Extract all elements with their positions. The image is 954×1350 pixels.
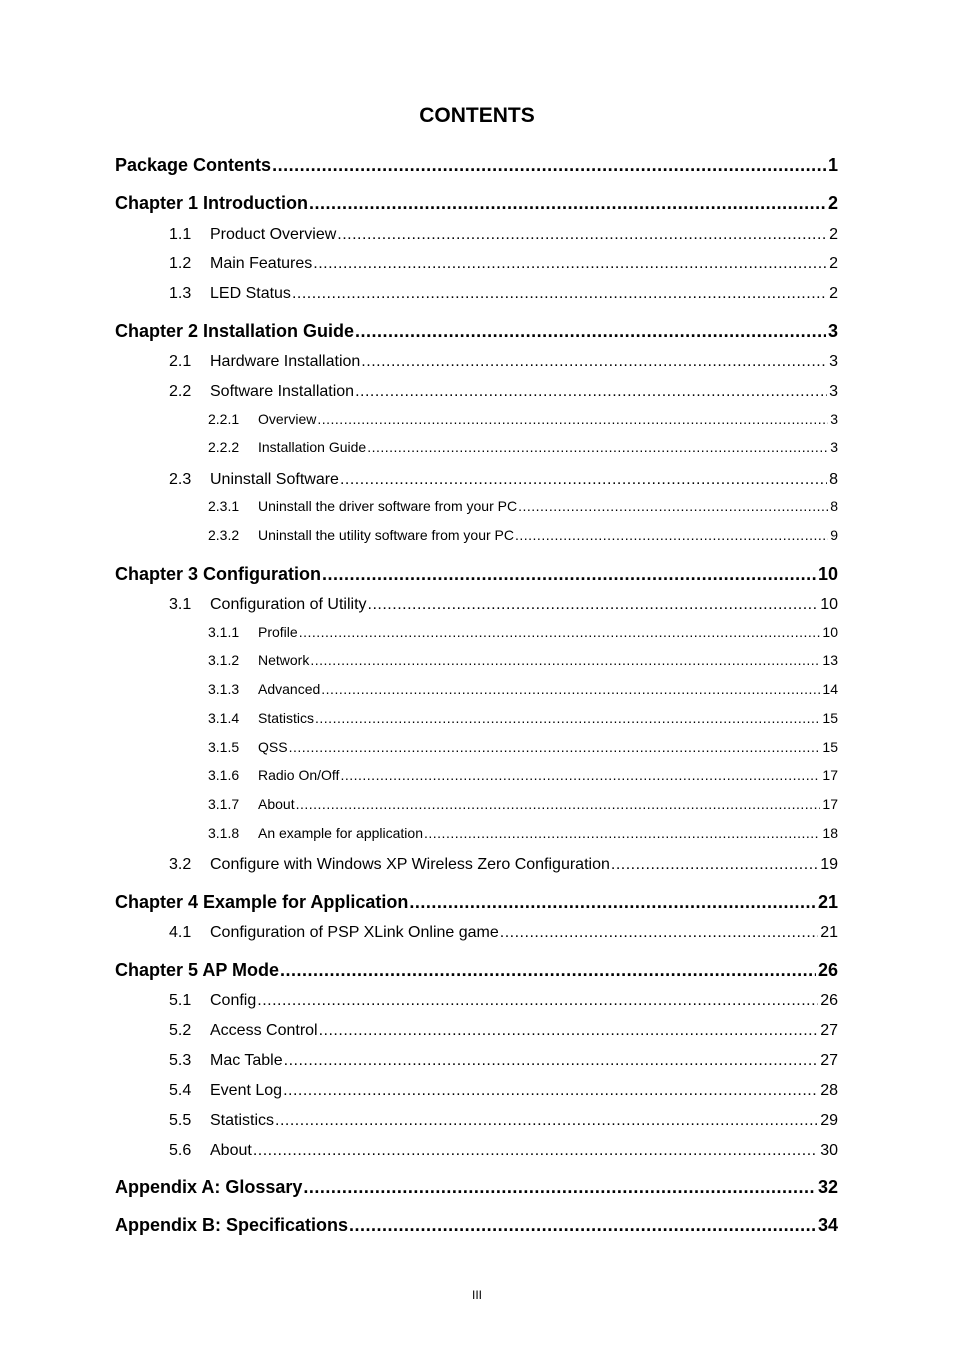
toc-leader-dots: [515, 525, 828, 545]
toc-entry-label: Chapter 3 Configuration: [115, 564, 321, 584]
toc-page-number: 30: [820, 1142, 838, 1159]
toc-leader-dots: [355, 319, 826, 343]
toc-entry-label: LED Status: [210, 285, 291, 302]
toc-page-number: 21: [817, 892, 838, 912]
toc-section-number: 4.1: [169, 924, 192, 941]
toc-section-number: 3.1.2: [208, 652, 240, 668]
toc-entry-5-2[interactable]: [169, 1020, 838, 1042]
toc-entry-3-1-6[interactable]: [208, 765, 838, 785]
toc-page-number: 2: [829, 255, 838, 272]
toc-leader-dots: [340, 469, 827, 491]
toc-entry-chapter-4[interactable]: [115, 890, 838, 914]
toc-entry-5-5[interactable]: [169, 1110, 838, 1132]
toc-entry-label: QSS: [258, 739, 288, 755]
toc-section-number: 2.2.2: [208, 439, 240, 455]
toc-leader-dots: [518, 496, 828, 516]
toc-section-number: 2.2.1: [208, 411, 240, 427]
toc-page-number: 27: [820, 1052, 838, 1069]
toc-section-number: 5.4: [169, 1082, 192, 1099]
toc-page-number: 1: [827, 155, 838, 175]
toc-leader-dots: [310, 650, 820, 670]
toc-page-number: 3: [829, 383, 838, 400]
toc-entry-label: Uninstall the utility software from your PC: [258, 527, 514, 543]
toc-section-number: 5.2: [169, 1022, 192, 1039]
toc-entry-label: Uninstall Software: [210, 471, 339, 488]
toc-section-number: 3.1.8: [208, 825, 240, 841]
toc-entry-label: Configure with Windows XP Wireless Zero Configuration: [210, 856, 610, 873]
toc-section-number: 3.2: [169, 856, 192, 873]
toc-entry-package-contents[interactable]: [115, 153, 838, 177]
toc-page-number: 32: [817, 1177, 838, 1197]
toc-leader-dots: [322, 562, 816, 586]
toc-section-number: 3.1.1: [208, 624, 240, 640]
toc-leader-dots: [355, 381, 827, 403]
toc-entry-2-1[interactable]: [169, 351, 838, 373]
toc-leader-dots: [275, 1110, 818, 1132]
toc-leader-dots: [283, 1080, 818, 1102]
toc-section-number: 5.1: [169, 992, 192, 1009]
toc-page-number: 2: [829, 285, 838, 302]
toc-leader-dots: [289, 737, 821, 757]
toc-section-number: 2.3.1: [208, 498, 240, 514]
toc-entry-label: Profile: [258, 624, 298, 640]
toc-section-number: 2.3.2: [208, 527, 240, 543]
toc-entry-label: Installation Guide: [258, 439, 367, 455]
toc-leader-dots: [367, 437, 828, 457]
toc-leader-dots: [500, 922, 818, 944]
toc-entry-2-2[interactable]: [169, 381, 838, 403]
toc-entry-3-1-4[interactable]: [208, 708, 838, 728]
toc-section-number: 1.1: [169, 226, 192, 243]
toc-entry-label: Configuration of Utility: [210, 596, 367, 613]
toc-section-number: 5.6: [169, 1142, 192, 1159]
toc-entry-label: Hardware Installation: [210, 353, 361, 370]
toc-entry-label: Radio On/Off: [258, 767, 340, 783]
toc-entry-label: Network: [258, 652, 310, 668]
toc-entry-2-3[interactable]: [169, 469, 838, 491]
toc-entry-1-1[interactable]: [169, 224, 838, 246]
toc-page-number: 15: [822, 739, 838, 755]
toc-page-number: 28: [820, 1082, 838, 1099]
toc-leader-dots: [361, 351, 827, 373]
toc-section-number: 3.1.3: [208, 681, 240, 697]
toc-page-number: 19: [820, 856, 838, 873]
toc-leader-dots: [319, 1020, 819, 1042]
toc-entry-label: Event Log: [210, 1082, 283, 1099]
page-title: CONTENTS: [419, 104, 535, 127]
toc-leader-dots: [272, 153, 826, 177]
toc-leader-dots: [337, 224, 827, 246]
toc-entry-chapter-3[interactable]: [115, 562, 838, 586]
toc-entry-3-1-3[interactable]: [208, 679, 838, 699]
toc-entry-2-3-1[interactable]: [208, 496, 838, 516]
toc-entry-3-2[interactable]: [169, 854, 838, 876]
toc-entry-2-2-1[interactable]: [208, 409, 838, 429]
toc-entry-label: Chapter 1 Introduction: [115, 193, 308, 213]
toc-entry-label: An example for application: [258, 825, 423, 841]
toc-page-number: 10: [817, 564, 838, 584]
toc-page-number: 27: [820, 1022, 838, 1039]
toc-entry-label: Statistics: [258, 710, 315, 726]
toc-entry-label: Appendix B: Specifications: [115, 1215, 349, 1235]
toc-leader-dots: [321, 679, 820, 699]
toc-leader-dots: [317, 409, 828, 429]
toc-page-number: 3: [830, 439, 838, 455]
toc-leader-dots: [284, 1050, 819, 1072]
toc-page-number: 17: [822, 796, 838, 812]
toc-leader-dots: [303, 1175, 816, 1199]
toc-entry-chapter-5[interactable]: [115, 958, 838, 982]
toc-page-number: 18: [822, 825, 838, 841]
toc-section-number: 3.1.5: [208, 739, 240, 755]
toc-entry-label: Appendix A: Glossary: [115, 1177, 303, 1197]
toc-entry-label: Advanced: [258, 681, 321, 697]
toc-leader-dots: [296, 794, 821, 814]
toc-entry-4-1[interactable]: [169, 922, 838, 944]
toc-page-number: 8: [830, 498, 838, 514]
toc-section-number: 5.5: [169, 1112, 192, 1129]
toc-section-number: 3.1.7: [208, 796, 240, 812]
toc-leader-dots: [340, 765, 820, 785]
toc-leader-dots: [611, 854, 818, 876]
toc-page-number: 29: [820, 1112, 838, 1129]
toc-entry-5-6[interactable]: [169, 1140, 838, 1162]
toc-page-number: 2: [827, 193, 838, 213]
toc-leader-dots: [424, 823, 820, 843]
toc-entry-label: Software Installation: [210, 383, 355, 400]
toc-section-number: 3.1: [169, 596, 192, 613]
toc-page-number: 17: [822, 767, 838, 783]
toc-page-number: 13: [822, 652, 838, 668]
toc-page-number: 3: [829, 353, 838, 370]
toc-entry-label: Statistics: [210, 1112, 275, 1129]
toc-entry-label: Overview: [258, 411, 317, 427]
toc-page-number: 26: [817, 960, 838, 980]
toc-page-number: 9: [830, 527, 838, 543]
toc-leader-dots: [299, 622, 821, 642]
toc-leader-dots: [309, 191, 826, 215]
toc-leader-dots: [409, 890, 816, 914]
toc-entry-label: Uninstall the driver software from your PC: [258, 498, 518, 514]
toc-entry-5-4[interactable]: [169, 1080, 838, 1102]
toc-entry-3-1[interactable]: [169, 594, 838, 616]
toc-page-number: 21: [820, 924, 838, 941]
toc-leader-dots: [315, 708, 820, 728]
toc-section-number: 3.1.6: [208, 767, 240, 783]
toc-entry-chapter-1[interactable]: [115, 191, 838, 215]
toc-entry-label: Access Control: [210, 1022, 318, 1039]
toc-section-number: 3.1.4: [208, 710, 240, 726]
toc-page-number: 3: [827, 321, 838, 341]
toc-entry-label: Mac Table: [210, 1052, 283, 1069]
toc-page-number: 26: [820, 992, 838, 1009]
toc-entry-label: Main Features: [210, 255, 313, 272]
toc-entry-label: Configuration of PSP XLink Online game: [210, 924, 499, 941]
toc-leader-dots: [257, 990, 818, 1012]
page-footer-number: III: [471, 1288, 482, 1302]
toc-page-number: 3: [830, 411, 838, 427]
toc-leader-dots: [292, 283, 827, 305]
toc-leader-dots: [368, 594, 819, 616]
toc-entry-label: About: [258, 796, 295, 812]
toc-entry-label: Chapter 4 Example for Application: [115, 892, 409, 912]
toc-page-number: 15: [822, 710, 838, 726]
toc-entry-label: Package Contents: [115, 155, 272, 175]
toc-entry-5-1[interactable]: [169, 990, 838, 1012]
toc-entry-label: Config: [210, 992, 257, 1009]
toc-entry-3-1-8[interactable]: [208, 823, 838, 843]
toc-page-number: 2: [829, 226, 838, 243]
toc-leader-dots: [313, 253, 827, 275]
toc-page-number: 14: [822, 681, 838, 697]
toc-section-number: 2.1: [169, 353, 192, 370]
toc-section-number: 5.3: [169, 1052, 192, 1069]
toc-entry-chapter-2[interactable]: [115, 319, 838, 343]
toc-leader-dots: [253, 1140, 818, 1162]
toc-page-number: 10: [822, 624, 838, 640]
toc-page-number: 8: [829, 471, 838, 488]
toc-leader-dots: [349, 1213, 816, 1237]
toc-entry-1-2[interactable]: [169, 253, 838, 275]
toc-entry-2-2-2[interactable]: [208, 437, 838, 457]
toc-entry-2-3-2[interactable]: [208, 525, 838, 545]
toc-entry-label: Product Overview: [210, 226, 337, 243]
toc-entry-label: Chapter 2 Installation Guide: [115, 321, 355, 341]
toc-entry-3-1-1[interactable]: [208, 622, 838, 642]
toc-entry-3-1-5[interactable]: [208, 737, 838, 757]
toc-page-number: 34: [817, 1215, 838, 1235]
toc-entry-label: About: [210, 1142, 252, 1159]
toc-section-number: 2.3: [169, 471, 192, 488]
toc-entry-label: Chapter 5 AP Mode: [115, 960, 280, 980]
toc-entry-appendix-b[interactable]: [115, 1213, 838, 1237]
toc-entry-3-1-7[interactable]: [208, 794, 838, 814]
toc-section-number: 1.3: [169, 285, 192, 302]
toc-section-number: 2.2: [169, 383, 192, 400]
toc-leader-dots: [280, 958, 816, 982]
toc-entry-5-3[interactable]: [169, 1050, 838, 1072]
toc-entry-1-3[interactable]: [169, 283, 838, 305]
toc-entry-appendix-a[interactable]: [115, 1175, 838, 1199]
toc-section-number: 1.2: [169, 255, 192, 272]
toc-entry-3-1-2[interactable]: [208, 650, 838, 670]
toc-page-number: 10: [820, 596, 838, 613]
